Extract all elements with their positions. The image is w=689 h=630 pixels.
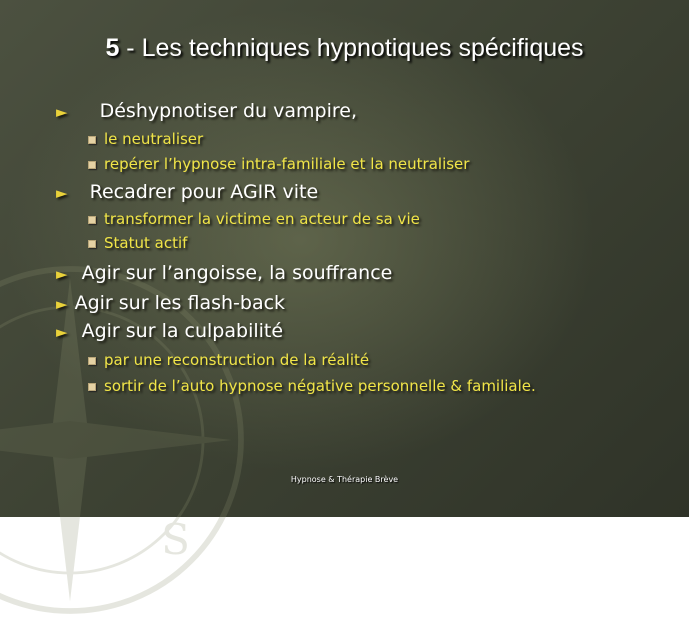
sub-bullet-label: transformer la victime en acteur de sa vie <box>104 210 420 228</box>
slide-title <box>0 34 689 63</box>
square-bullet-icon <box>88 240 96 248</box>
sub-bullet-item <box>88 155 469 173</box>
sub-bullet-item <box>88 210 420 228</box>
sub-bullet-item <box>88 234 187 252</box>
bullet-label: Agir sur l’angoisse, la souffrance <box>81 262 393 284</box>
triangle-bullet-icon: ► <box>56 265 68 283</box>
slide-footer: Hypnose & Thérapie Brève <box>290 475 399 484</box>
sub-bullet-label: repérer l’hypnose intra-familiale et la neutraliser <box>104 155 470 173</box>
triangle-bullet-icon: ► <box>56 323 68 341</box>
bullet-label: Agir sur les flash-back <box>74 292 286 314</box>
square-bullet-icon <box>88 136 96 144</box>
square-bullet-icon <box>88 161 96 169</box>
sub-bullet-item <box>88 377 536 395</box>
bullet-item-2 <box>56 181 318 203</box>
triangle-bullet-icon: ► <box>56 184 68 202</box>
triangle-bullet-icon: ► <box>56 103 68 121</box>
square-bullet-icon <box>88 383 96 391</box>
square-bullet-icon <box>88 216 96 224</box>
sub-bullet-item <box>88 351 369 369</box>
sub-bullet-label: sortir de l’auto hypnose négative personnelle & familiale. <box>104 377 536 395</box>
bullet-item-1 <box>56 100 357 122</box>
square-bullet-icon <box>88 357 96 365</box>
svg-text:S: S <box>161 515 190 564</box>
sub-bullet-label: par une reconstruction de la réalité <box>104 351 370 369</box>
title-number: 5 <box>105 34 120 62</box>
bullet-label: Recadrer pour AGIR vite <box>89 181 319 203</box>
triangle-bullet-icon: ► <box>56 295 68 313</box>
bullet-label: Déshypnotiser du vampire, <box>99 100 357 122</box>
bullet-item-4 <box>56 292 285 314</box>
sub-bullet-label: Statut actif <box>104 234 188 252</box>
bullet-item-3 <box>56 262 392 284</box>
bullet-item-5 <box>56 320 283 342</box>
sub-bullet-label: le neutraliser <box>104 130 204 148</box>
sub-bullet-item <box>88 130 203 148</box>
title-text: - Les techniques hypnotiques spécifiques <box>119 34 584 62</box>
bullet-label: Agir sur la culpabilité <box>81 320 284 342</box>
